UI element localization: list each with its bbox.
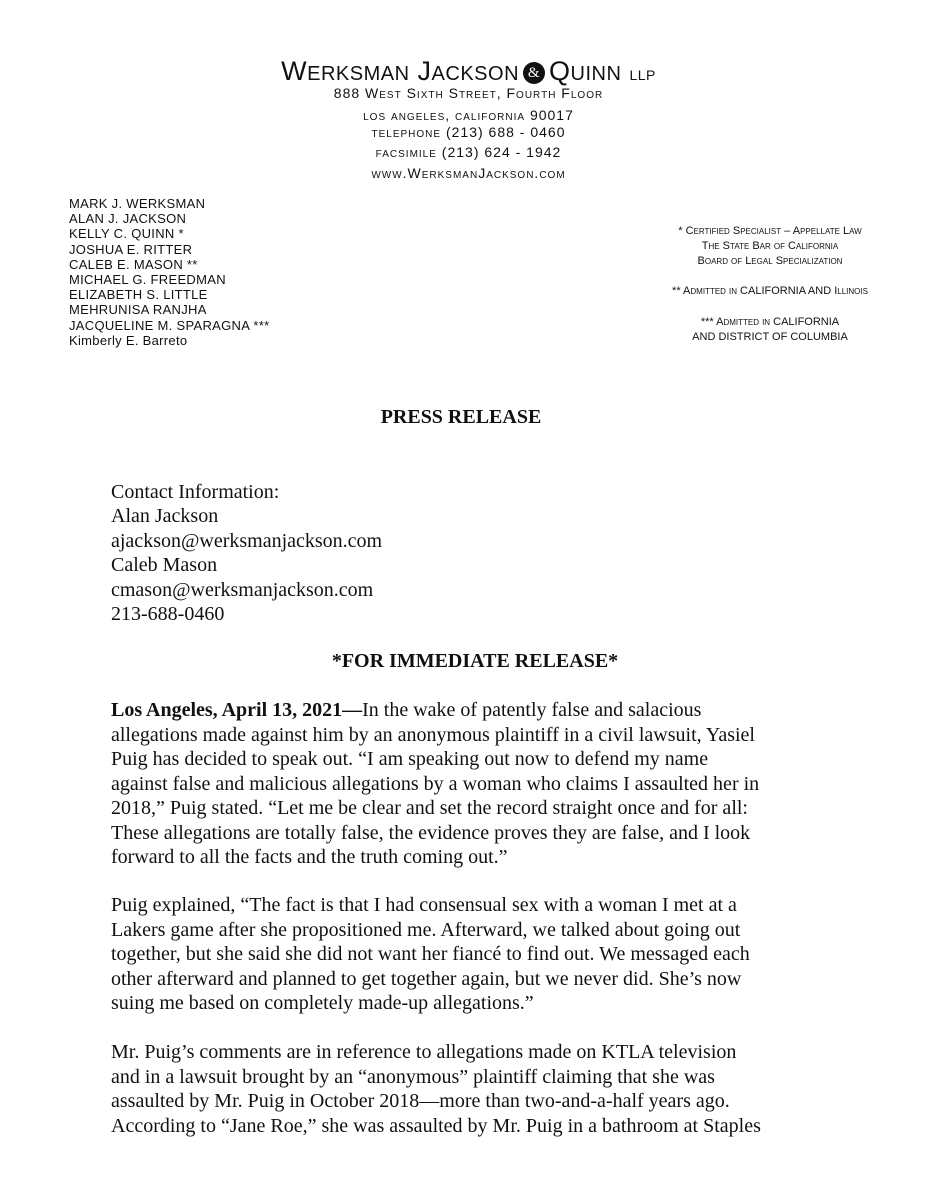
firm-website: www.WerksmanJackson.com — [371, 165, 566, 181]
firm-name: WERKSMAN JACKSON & QUINN LLP — [281, 56, 656, 86]
body-paragraph-2: Puig explained, “The fact is that I had consensual sex with a woman I met at a Lakers game after she propositioned me. Afterward, we talked about going out together, but she said she did not want her fiancé to find out. We messaged each other afterward and planned to get together again, but we never did. She’s now suing me based on completely made-up allegations.” — [111, 894, 750, 1014]
note-admitted-illinois: ** Admitted in CALIFORNIA AND Illinois — [672, 285, 868, 297]
firm-telephone: telephone (213) 688 - 0460 — [371, 124, 566, 140]
attorney-name: MEHRUNISA RANJHA — [69, 302, 207, 318]
body-paragraph-1: Los Angeles, April 13, 2021—In the wake of patently false and salacious allegations made against him by an anonymous plaintiff in a civil lawsuit, Yasiel Puig has decided to speak out. “I am speaking out now to defend my name against false and malicious allegations by a woman who claims I assaulted her in 2018,” Puig stated. “Let me be clear and set the record straight once and for all: These allegations are totally false, the evidence proves they are false, and I look forward to all the facts and the truth coming out.” — [111, 699, 760, 868]
contact-phone: 213-688-0460 — [111, 603, 225, 626]
firm-facsimile: facsimile (213) 624 - 1942 — [375, 144, 562, 160]
attorney-name: ELIZABETH S. LITTLE — [69, 287, 208, 303]
attorney-name: CALEB E. MASON ** — [69, 256, 198, 272]
attorney-name: MARK J. WERKSMAN — [69, 196, 206, 211]
note-admitted-dc: *** Admitted in CALIFORNIA AND DISTRICT OF COLUMBIA — [692, 316, 848, 343]
for-immediate-release: *FOR IMMEDIATE RELEASE* — [331, 650, 619, 672]
attorney-name: JACQUELINE M. SPARAGNA *** — [69, 317, 270, 333]
note-appellate-specialist: * Certified Specialist – Appellate Law The State Bar of California Board of Legal Specialization — [678, 225, 862, 267]
attorney-name: KELLY C. QUINN * — [69, 226, 184, 242]
attorney-name: Kimberly E. Barreto — [69, 332, 188, 348]
ampersand-logo-icon: & — [523, 62, 545, 84]
press-release-title: PRESS RELEASE — [380, 406, 542, 428]
firm-address-city: los angeles, california 90017 — [363, 107, 574, 123]
attorney-name: ALAN J. JACKSON — [69, 211, 187, 227]
contact-email: cmason@werksmanjackson.com — [111, 578, 374, 601]
attorney-list — [69, 196, 269, 348]
contact-information — [111, 480, 382, 626]
dateline: Los Angeles, April 13, 2021— — [111, 699, 363, 721]
attorney-name: JOSHUA E. RITTER — [69, 241, 193, 257]
contact-heading: Contact Information: — [111, 481, 280, 503]
attorney-name: MICHAEL G. FREEDMAN — [69, 272, 226, 288]
firm-address-street: 888 West Sixth Street, Fourth Floor — [333, 85, 604, 101]
contact-name: Alan Jackson — [111, 505, 219, 528]
contact-name: Caleb Mason — [111, 554, 218, 577]
body-paragraph-3: Mr. Puig’s comments are in reference to allegations made on KTLA television and in a lawsuit brought by an “anonymous” plaintiff claiming that she was assaulted by Mr. Puig in October 2018—more than two-and-a-half years ago. According to “Jane Roe,” she was assaulted by Mr. Puig in a bathroom at Staples — [111, 1041, 761, 1137]
contact-email: ajackson@werksmanjackson.com — [111, 529, 383, 552]
